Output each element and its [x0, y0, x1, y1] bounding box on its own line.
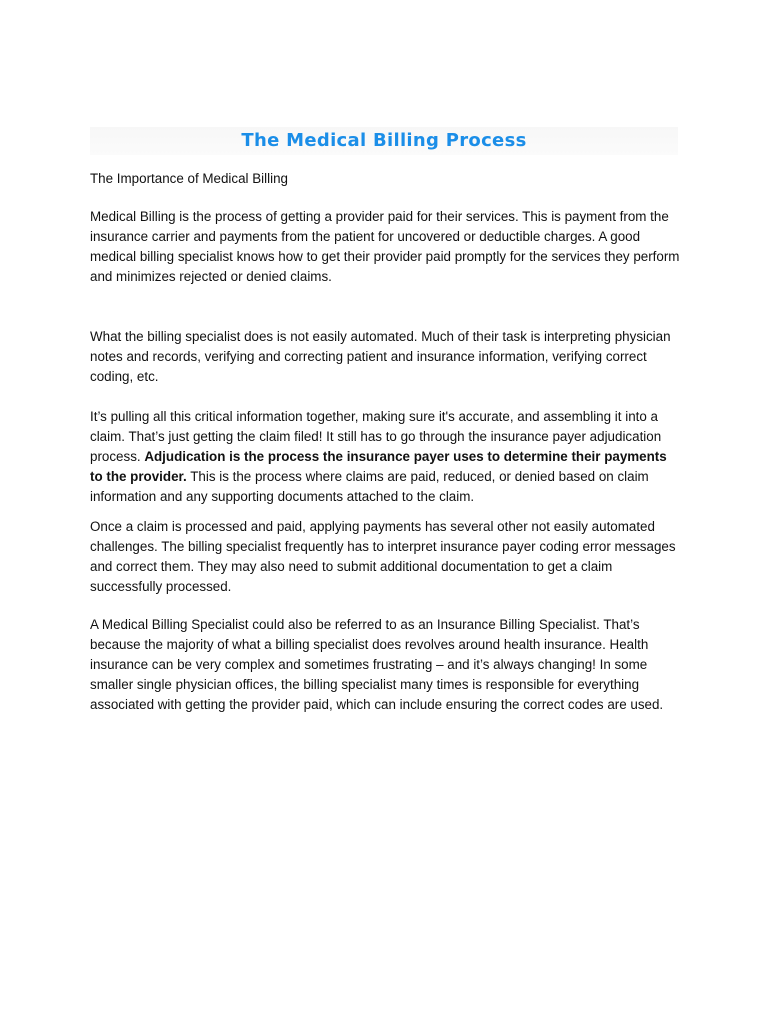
- paragraph-insurance-billing-specialist: A Medical Billing Specialist could also be referred to as an Insurance Billing Specialist. That’s because the majority of what a billing specialist does revolves around health insurance. Health insurance can be very complex and sometimes frustrating – and it’s always changing! In some smaller single physician offices, the billing specialist many times is responsible for everything associated with getting the provider paid, which can include ensuring the correct codes are used.: [90, 617, 664, 712]
- paragraph-claim-adjudication: [90, 407, 680, 507]
- paragraph-text: This is the process where claims are paid, reduced, or denied based on claim information and any supporting documents attached to the claim.: [90, 469, 649, 504]
- paragraph-payment-challenges: Once a claim is processed and paid, applying payments has several other not easily automated challenges. The billing specialist frequently has to interpret insurance payer coding error messages and correct them. They may also need to submit additional documentation to get a claim successfully processed.: [90, 519, 676, 594]
- page-title: The Medical Billing Process: [241, 130, 527, 151]
- paragraph-text: It’s pulling all this critical information together, making sure it's accurate, and assembling it into a claim. That’s just getting the claim filed! It still has to go through the insurance payer adjudication process.: [90, 409, 662, 464]
- section-subheading: The Importance of Medical Billing: [90, 171, 288, 186]
- document-body: [90, 169, 680, 715]
- adjudication-definition-bold: Adjudication is the process the insurance payer uses to determine their payments to the provider.: [90, 449, 667, 484]
- paragraph-medical-billing-definition: Medical Billing is the process of getting a provider paid for their services. This is payment from the insurance carrier and payments from the patient for uncovered or deductible charges. A good medical billing specialist knows how to get their provider paid promptly for the services they perform and minimizes rejected or denied claims.: [90, 209, 680, 284]
- paragraph-billing-specialist-tasks: What the billing specialist does is not easily automated. Much of their task is interpreting physician notes and records, verifying and correcting patient and insurance information, verifying correct coding, etc.: [90, 329, 671, 384]
